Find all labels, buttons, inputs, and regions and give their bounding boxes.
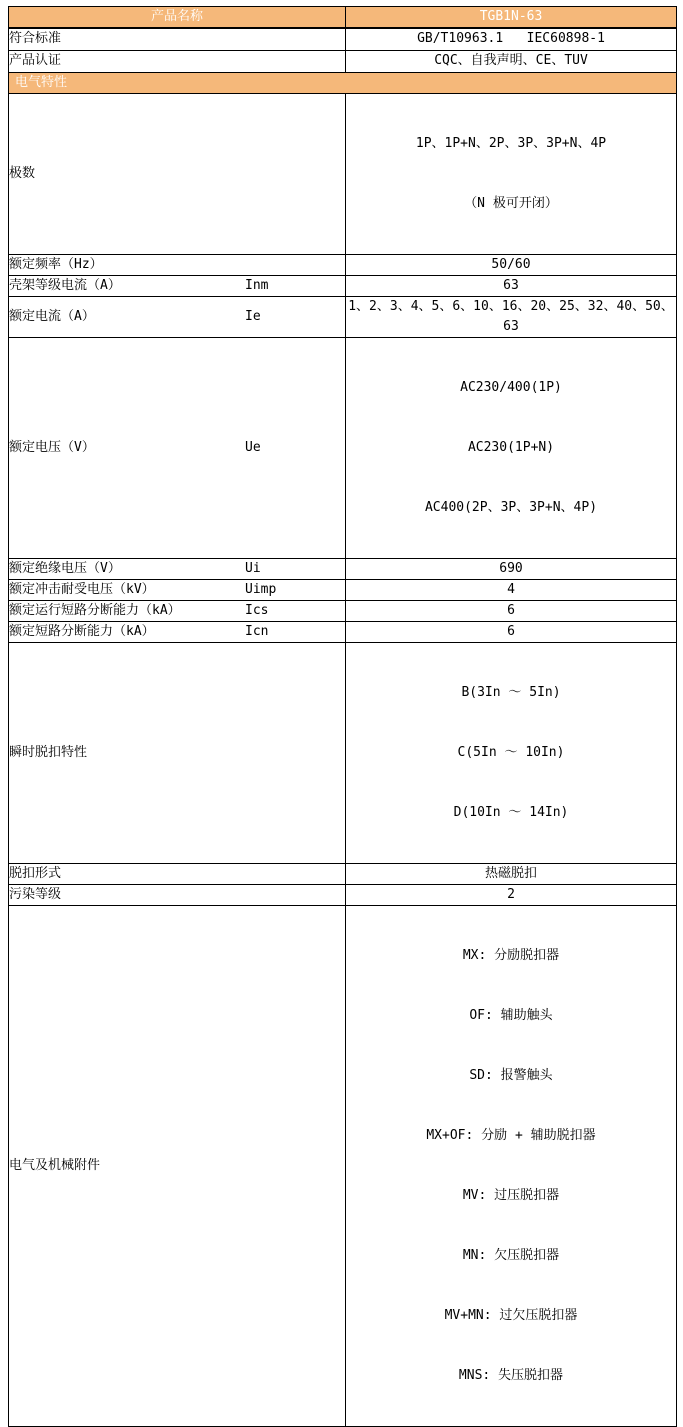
spec-value: CQC、自我声明、CE、TUV xyxy=(346,50,677,72)
spec-value: GB/T10963.1 IEC60898-1 xyxy=(346,28,677,50)
value-line: B(3In ～ 5In) xyxy=(461,684,561,700)
value-line: D(10In ～ 14In) xyxy=(453,804,569,820)
spec-symbol: Uimp xyxy=(245,581,277,597)
spec-label xyxy=(9,296,346,337)
value-line: MX: 分励脱扣器 xyxy=(462,947,560,963)
spec-value xyxy=(346,93,677,254)
spec-symbol: Ie xyxy=(245,308,261,324)
row-rated-current xyxy=(9,296,677,337)
value-line: （N 极可开闭） xyxy=(464,195,558,211)
spec-value: 4 xyxy=(346,579,677,600)
section-title: 电气特性 xyxy=(9,72,677,93)
spec-label-text: 额定冲击耐受电压（kV） xyxy=(9,581,155,597)
spec-label-text: 额定电压（V） xyxy=(9,439,95,455)
value-line: 1P、1P+N、2P、3P、3P+N、4P xyxy=(415,135,607,151)
row-accessories xyxy=(9,905,677,1426)
spec-value: 63 xyxy=(346,275,677,296)
spec-value: 6 xyxy=(346,621,677,642)
spec-symbol: Icn xyxy=(245,623,269,639)
value-line: AC230/400(1P) xyxy=(460,379,562,395)
spec-label: 污染等级 xyxy=(9,884,346,905)
value-line: MX+OF: 分励 + 辅助脱扣器 xyxy=(426,1127,596,1143)
row-frequency xyxy=(9,254,677,275)
spec-label: 瞬时脱扣特性 xyxy=(9,642,346,863)
spec-label: 电气及机械附件 xyxy=(9,905,346,1426)
spec-label xyxy=(9,600,346,621)
row-certification xyxy=(9,50,677,72)
spec-label: 脱扣形式 xyxy=(9,863,346,884)
value-line: OF: 辅助触头 xyxy=(469,1007,553,1023)
row-pollution-degree xyxy=(9,884,677,905)
spec-label xyxy=(9,275,346,296)
spec-value: 2 xyxy=(346,884,677,905)
row-section-electrical xyxy=(9,72,677,93)
row-insulation-voltage xyxy=(9,558,677,579)
row-rated-voltage xyxy=(9,337,677,558)
value-line: SD: 报警触头 xyxy=(469,1067,553,1083)
spec-label xyxy=(9,337,346,558)
spec-value: 690 xyxy=(346,558,677,579)
spec-value xyxy=(346,905,677,1426)
row-trip-type xyxy=(9,863,677,884)
spec-label-text: 额定运行短路分断能力（kA） xyxy=(9,602,181,618)
spec-symbol: Ui xyxy=(245,560,261,576)
spec-label: 产品认证 xyxy=(9,50,346,72)
row-frame-current xyxy=(9,275,677,296)
spec-label-text: 额定绝缘电压（V） xyxy=(9,560,121,576)
row-instant-trip xyxy=(9,642,677,863)
spec-label: 符合标准 xyxy=(9,28,346,50)
spec-table xyxy=(8,6,677,1427)
product-model: TGB1N-63 xyxy=(346,7,677,29)
spec-value: 热磁脱扣 xyxy=(346,863,677,884)
row-product-name xyxy=(9,7,677,29)
spec-label-text: 额定电流（A） xyxy=(9,308,95,324)
row-impulse-voltage xyxy=(9,579,677,600)
product-name-header: 产品名称 xyxy=(9,7,346,29)
spec-value: 6 xyxy=(346,600,677,621)
spec-label xyxy=(9,579,346,600)
value-line: AC230(1P+N) xyxy=(467,439,555,455)
spec-label xyxy=(9,621,346,642)
value-line: MNS: 失压脱扣器 xyxy=(458,1367,564,1383)
spec-label: 额定频率（Hz） xyxy=(9,254,346,275)
row-breaking-capacity xyxy=(9,621,677,642)
spec-label: 极数 xyxy=(9,93,346,254)
spec-symbol: Inm xyxy=(245,277,269,293)
spec-value xyxy=(346,642,677,863)
spec-label-text: 额定短路分断能力（kA） xyxy=(9,623,155,639)
value-line: MV+MN: 过欠压脱扣器 xyxy=(444,1307,578,1323)
spec-value: 50/60 xyxy=(346,254,677,275)
value-line: MN: 欠压脱扣器 xyxy=(462,1247,560,1263)
value-line: MV: 过压脱扣器 xyxy=(462,1187,560,1203)
spec-value xyxy=(346,337,677,558)
value-line: AC400(2P、3P、3P+N、4P) xyxy=(424,499,598,515)
spec-symbol: Ics xyxy=(245,602,269,618)
row-poles xyxy=(9,93,677,254)
row-standard xyxy=(9,28,677,50)
spec-label-text: 壳架等级电流（A） xyxy=(9,277,121,293)
value-line: C(5In ～ 10In) xyxy=(457,744,565,760)
spec-value: 1、2、3、4、5、6、10、16、20、25、32、40、50、63 xyxy=(346,296,677,337)
spec-label xyxy=(9,558,346,579)
spec-symbol: Ue xyxy=(245,439,261,455)
row-service-breaking-capacity xyxy=(9,600,677,621)
